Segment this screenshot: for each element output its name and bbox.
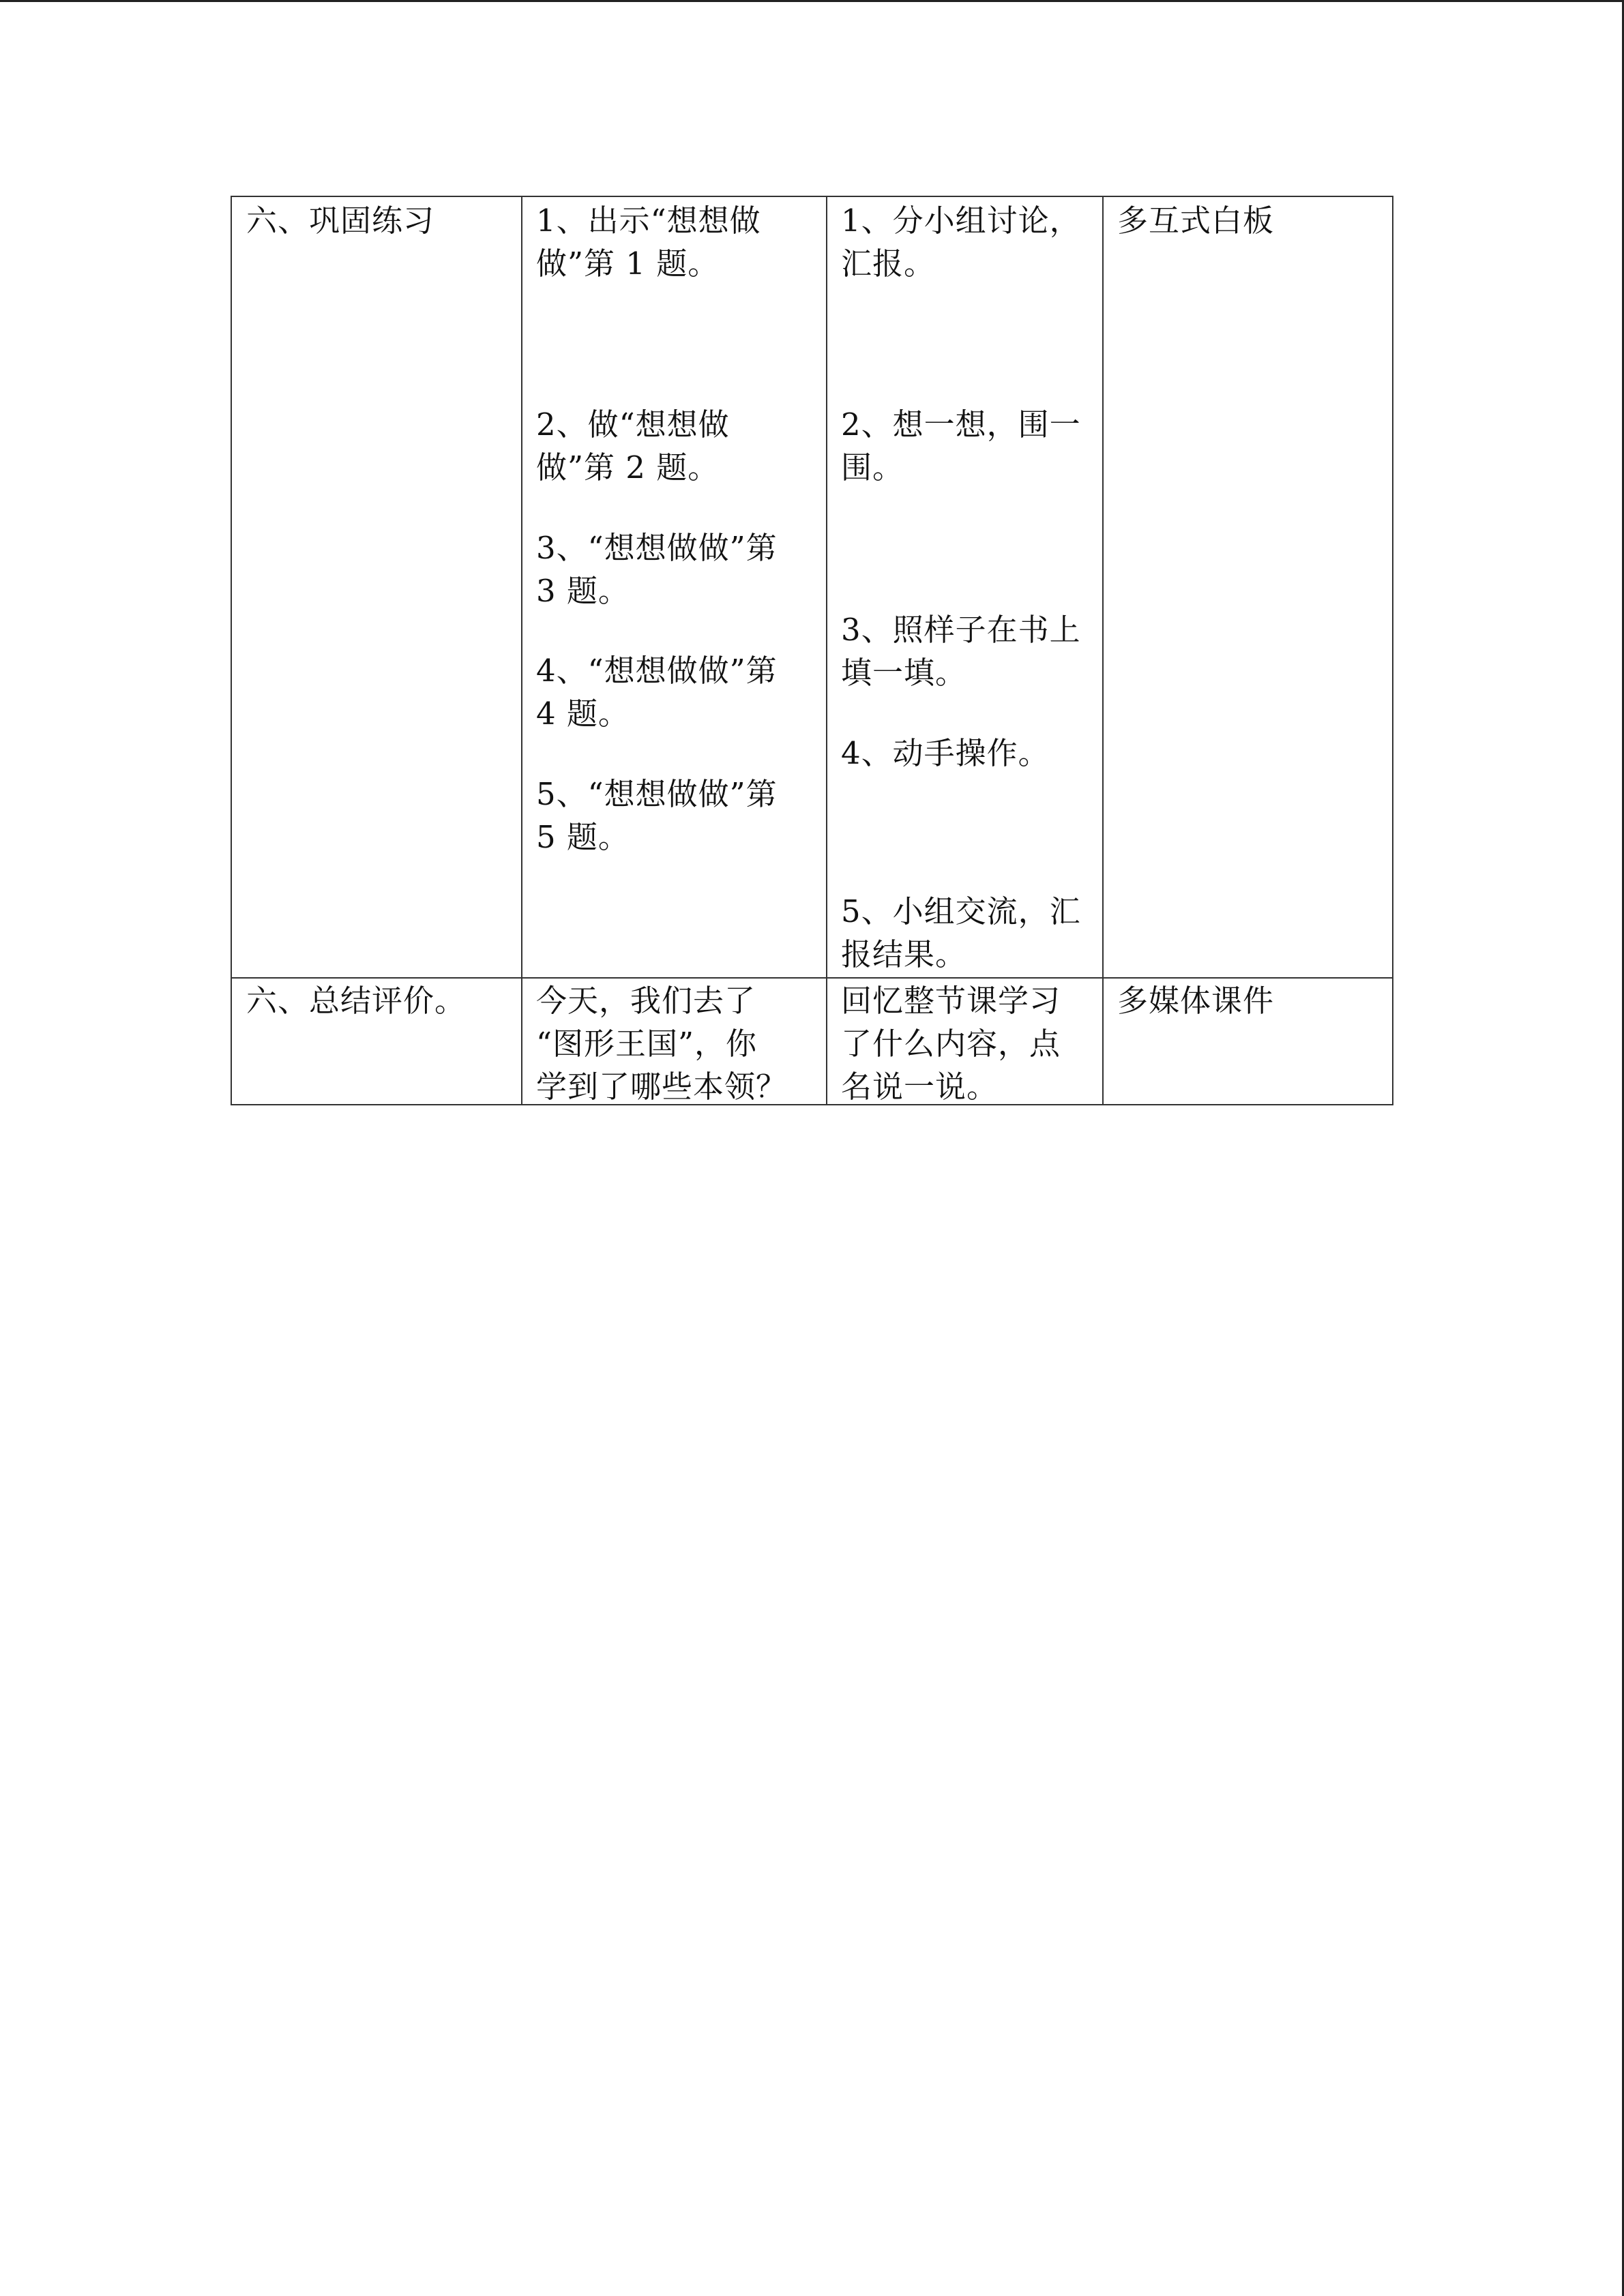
student-activity-3-line-2: 填一填。 [841,655,967,691]
student-activity-5 [841,890,1081,976]
student-activity-3 [841,608,1081,694]
teacher-activity-2-line-2: 做”第 2 题。 [536,449,720,486]
student-activity-5-line-2: 报结果。 [841,936,967,972]
teacher-activity-5-line-1: 5、“想想做做”第 [536,776,778,812]
table-row-divider [232,977,1392,979]
student-summary-line-3: 名说一说。 [841,1069,999,1105]
media-cell-courseware: 多媒体课件 [1117,983,1275,1019]
lesson-plan-table [231,196,1393,1105]
student-summary-line-1: 回忆整节课学习 [841,983,1061,1019]
student-summary-activity [841,979,1061,1108]
teacher-activity-3-line-2: 3 题。 [536,573,630,609]
teacher-activity-1 [536,199,761,285]
teacher-activity-5-line-2: 5 题。 [536,819,630,855]
table-column-divider [826,197,827,1104]
student-activity-1 [841,199,1081,285]
table-column-divider [521,197,522,1104]
teacher-activity-4-line-1: 4、“想想做做”第 [536,653,778,689]
teacher-activity-2-line-1: 2、做“想想做 [536,406,730,443]
teacher-activity-3-line-1: 3、“想想做做”第 [536,530,778,566]
student-activity-4-line-1: 4、动手操作。 [841,735,1050,771]
page-border-top [0,0,1624,2]
student-activity-1-line-2: 汇报。 [841,245,936,282]
student-activity-2-line-1: 2、想一想，围一 [841,406,1081,443]
student-summary-line-2: 了什么内容，点 [841,1026,1061,1062]
stage-cell-summary: 六、总结评价。 [246,983,467,1019]
teacher-summary-line-2: “图形王国”，你 [536,1026,758,1062]
student-activity-5-line-1: 5、小组交流，汇 [841,893,1081,929]
teacher-summary-line-3: 学到了哪些本领？ [536,1069,788,1105]
teacher-activity-3 [536,526,778,612]
student-activity-2 [841,403,1081,489]
stage-cell-practice: 六、巩固练习 [246,203,435,239]
teacher-activity-4 [536,649,778,735]
teacher-activity-4-line-2: 4 题。 [536,696,630,732]
teacher-summary-question [536,979,787,1108]
teacher-activity-1-line-2: 做”第 1 题。 [536,245,720,282]
student-activity-1-line-1: 1、分小组讨论， [841,203,1081,239]
teacher-activity-1-line-1: 1、出示“想想做 [536,203,761,239]
teacher-activity-5 [536,773,778,859]
student-activity-2-line-2: 围。 [841,449,904,486]
student-activity-3-line-1: 3、照样子在书上 [841,612,1081,648]
teacher-activity-2 [536,403,730,489]
teacher-summary-line-1: 今天，我们去了 [536,983,756,1019]
table-column-divider [1102,197,1104,1104]
student-activity-4 [841,732,1050,775]
media-cell-whiteboard: 多互式白板 [1117,203,1275,239]
